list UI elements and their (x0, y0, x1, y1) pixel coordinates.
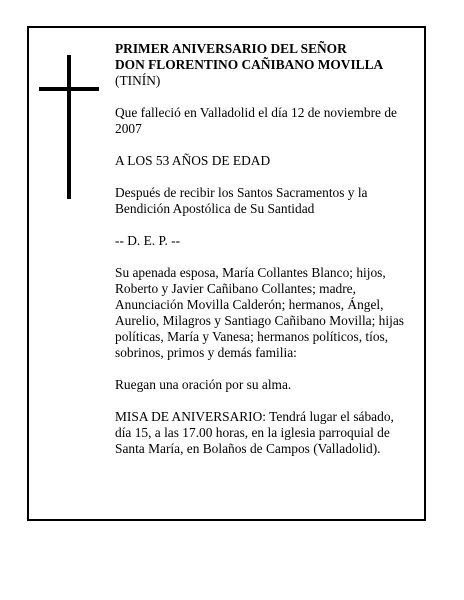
sacraments-line: Después de recibir los Santos Sacramentos y la Bendición Apostólica de Su Santidad (115, 185, 368, 216)
cross-horizontal-bar (39, 87, 99, 91)
age-line: A LOS 53 AÑOS DE EDAD (115, 153, 271, 168)
title-line-1: PRIMER ANIVERSARIO DEL SEÑOR (115, 41, 347, 56)
heading-block (115, 41, 413, 89)
family-paragraph: Su apenada esposa, María Collantes Blanco; hijos, Roberto y Javier Cañibano Collantes; madre, Anunciación Movilla Calderón; hermanos, Ángel, Aurelio, Milagros y Santiago Cañibano Movilla; hijas políticas, María y Vanesa; hermanos políticos, tíos, sobrinos, primos y demás familia: (115, 265, 404, 360)
rip-line: -- D. E. P. -- (115, 233, 181, 248)
death-info: Que falleció en Valladolid el día 12 de noviembre de 2007 (115, 105, 397, 136)
nickname: (TINÍN) (115, 73, 161, 88)
cross-vertical-bar (67, 55, 71, 199)
obituary-frame (27, 26, 426, 521)
cross-icon (39, 55, 99, 199)
obituary-text (115, 41, 413, 473)
mass-paragraph: MISA DE ANIVERSARIO: Tendrá lugar el sábado, día 15, a las 17.00 horas, en la iglesia parroquial de Santa María, en Bolaños de Campos (Valladolid). (115, 409, 394, 456)
prayer-line: Ruegan una oración por su alma. (115, 377, 292, 392)
title-line-2: DON FLORENTINO CAÑIBANO MOVILLA (115, 57, 384, 72)
